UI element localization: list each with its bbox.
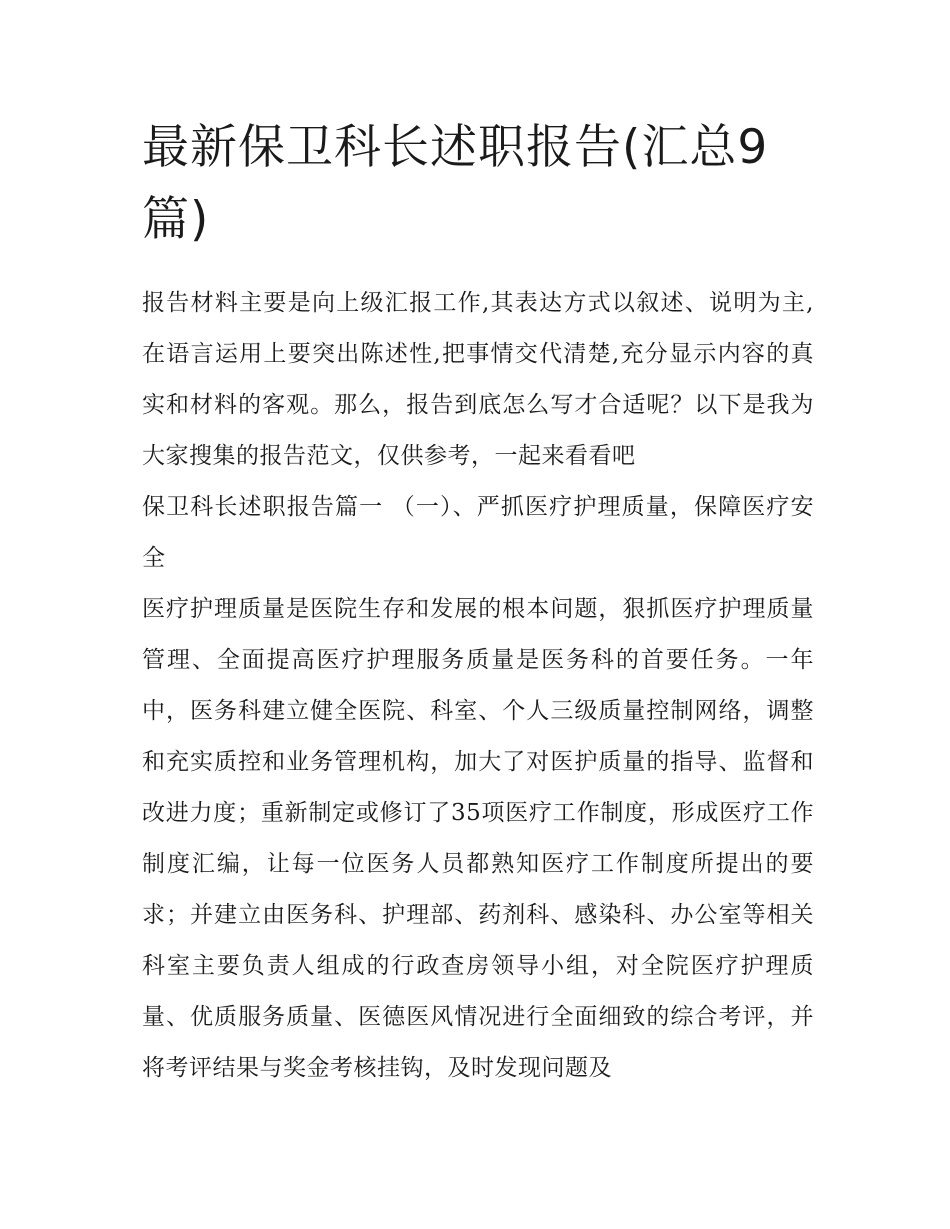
section-heading-paragraph: 保卫科长述职报告篇一 （一）、严抓医疗护理质量，保障医疗安全 [142,494,814,571]
body-paragraph: 医疗护理质量是医院生存和发展的根本问题，狠抓医疗护理质量管理、全面提高医疗护理服务质量是医务科的首要任务。一年中，医务科建立健全医院、科室、个人三级质量控制网络，调整和充实质控和业务管理机构，加大了对医护质量的指导、监督和改进力度；重新制定或修订了35项医疗工作制度，形成医疗工作制度汇编，让每一位医务人员都熟知医疗工作制度所提出的要求；并建立由医务科、护理部、药剂科、感染科、办公室等相关科室主要负责人组成的行政查房领导小组，对全院医疗护理质量、优质服务质量、医德医风情况进行全面细致的综合考评，并将考评结果与奖金考核挂钩，及时发现问题及 [142,596,814,1081]
intro-paragraph: 报告材料主要是向上级汇报工作,其表达方式以叙述、说明为主,在语言运用上要突出陈述性,把事情交代清楚,充分显示内容的真实和材料的客观。那么，报告到底怎么写才合适呢？以下是我为大家搜集的报告范文，仅供参考，一起来看看吧 [142,290,814,469]
document-page [142,112,814,1094]
document-title: 最新保卫科长述职报告(汇总9篇) [142,120,769,247]
